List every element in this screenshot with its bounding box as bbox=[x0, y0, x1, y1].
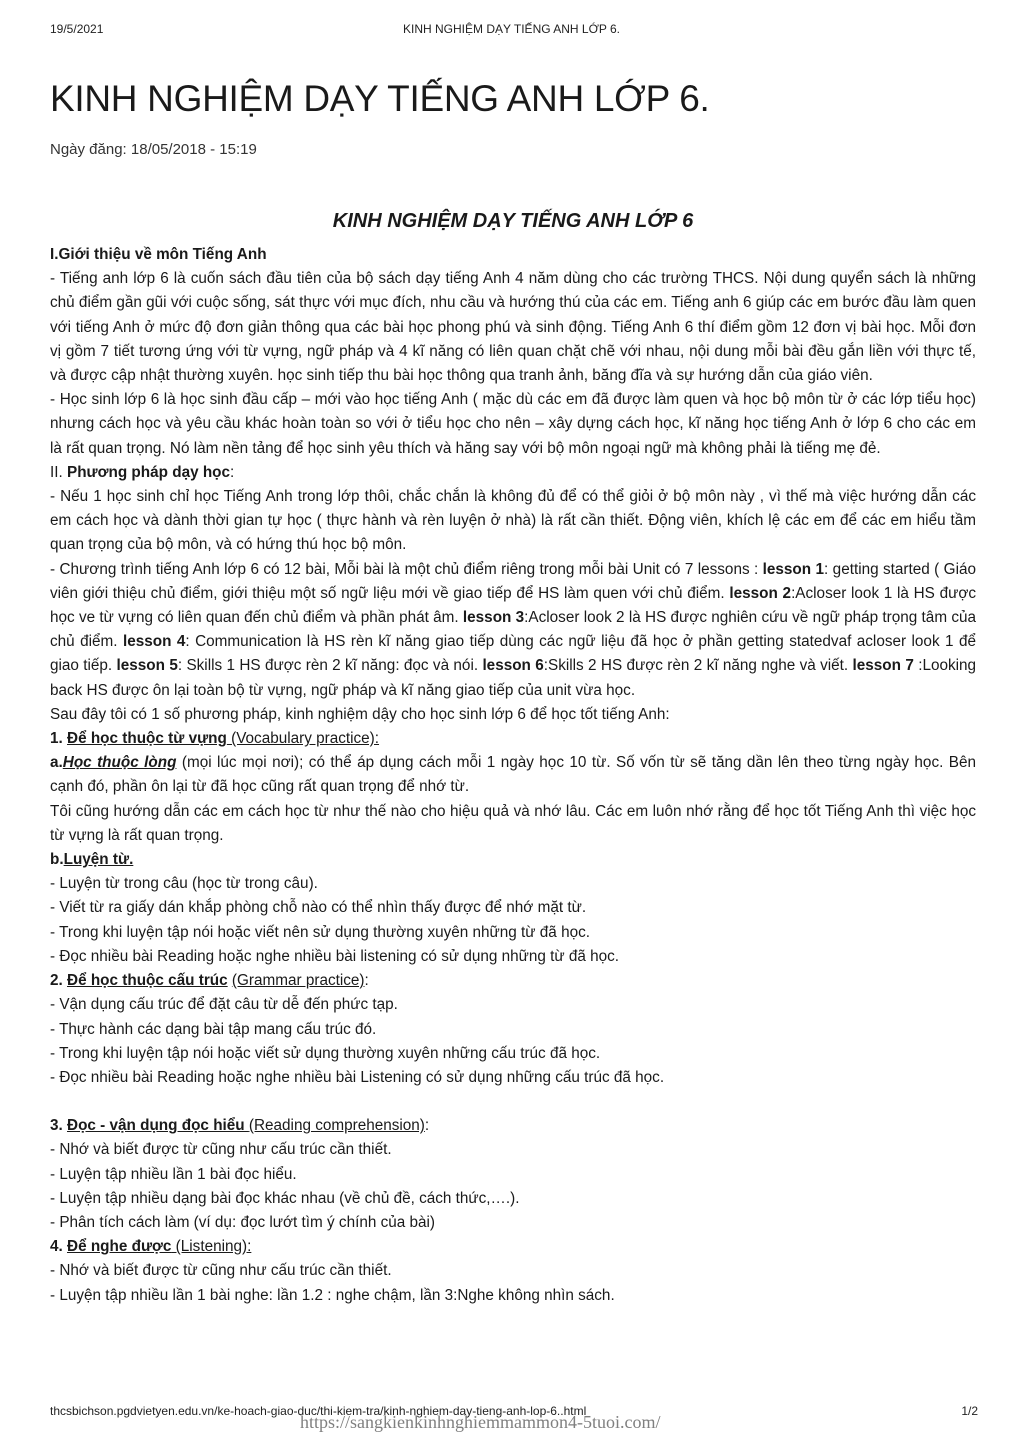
print-header bbox=[50, 22, 973, 38]
item1b-list-item: - Đọc nhiều bài Reading hoặc nghe nhiều bài listening có sử dụng những từ đã học. bbox=[50, 947, 620, 965]
item2-list-item: - Trong khi luyện tập nói hoặc viết sử dụng thường xuyên những cấu trúc đã học. bbox=[50, 1044, 601, 1062]
item3-list-item: - Luyện tập nhiều lần 1 bài đọc hiểu. bbox=[50, 1165, 297, 1183]
item2-list-item: - Đọc nhiều bài Reading hoặc nghe nhiều bài Listening có sử dụng những cấu trúc đã học. bbox=[50, 1068, 665, 1086]
item4-heading: 4. Để nghe được (Listening): bbox=[50, 1238, 252, 1256]
item2-heading: 2. Để học thuộc cấu trúc (Grammar practice): bbox=[50, 972, 369, 990]
print-date: 19/5/2021 bbox=[50, 22, 104, 36]
page-title: KINH NGHIỆM DẠY TIẾNG ANH LỚP 6. bbox=[50, 78, 710, 119]
spacer bbox=[50, 1090, 976, 1114]
print-title: KINH NGHIỆM DẠY TIẾNG ANH LỚP 6. bbox=[402, 22, 620, 36]
item1a-paragraph-2: Tôi cũng hướng dẫn các em cách học từ như thế nào cho hiệu quả và nhớ lâu. Các em luôn nhớ rằng để học tốt Tiếng Anh thì việc học từ vựng là rất quan trọng. bbox=[50, 802, 976, 844]
item2-list-item: - Vận dụng cấu trúc để đặt câu từ dễ đến phức tạp. bbox=[50, 996, 398, 1014]
article-body bbox=[50, 207, 976, 1308]
item1b-list-item: - Luyện từ trong câu (học từ trong câu). bbox=[50, 875, 318, 893]
item1-heading: 1. Để học thuộc từ vựng (Vocabulary practice): bbox=[50, 730, 380, 748]
item1a-paragraph: a.Học thuộc lòng (mọi lúc mọi nơi); có thể áp dụng cách mỗi 1 ngày học 10 từ. Số vốn từ sẽ tăng dần lên theo từng ngày học. Bên cạnh đó, phần ôn lại từ đã học cũng rất quan trọng để nhớ từ. bbox=[50, 754, 976, 796]
item1b-list-item: - Trong khi luyện tập nói hoặc viết nên sử dụng thường xuyên những từ đã học. bbox=[50, 923, 590, 941]
post-date: Ngày đăng: 18/05/2018 - 15:19 bbox=[50, 141, 257, 158]
section1-paragraph-1: - Tiếng anh lớp 6 là cuốn sách đầu tiên của bộ sách dạy tiếng Anh 4 năm dùng cho các trường THCS. Nội dung quyển sách là những chủ điểm gần gũi với cuộc sống, sát thực với mục đích, nhu cầu và hướng thú của các em. Tiếng anh 6 giúp các em bước đầu làm quen với tiếng Anh ở mức độ đơn giản thông qua các bài học phong phú và sinh động. Tiếng Anh 6 thí điểm gồm 12 đơn vị bài học. Mỗi đơn vị gồm 7 tiết tương ứng với từ vựng, ngữ pháp và 4 kĩ năng có liên quan chặt chẽ với nhau, nội dung mỗi bài đều gắn liền với thực tế, và được cập nhật thường xuyên. học sinh tiếp thu bài học thông qua tranh ảnh, băng đĩa và sự hướng dẫn của giáo viên. bbox=[50, 270, 976, 385]
page-number: 1/2 bbox=[961, 1404, 978, 1418]
section2-paragraph-3: Sau đây tôi có 1 số phương pháp, kinh nghiệm dậy cho học sinh lớp 6 để học tốt tiếng Anh: bbox=[50, 705, 670, 723]
item3-list-item: - Luyện tập nhiều dạng bài đọc khác nhau (về chủ đề, cách thức,….). bbox=[50, 1189, 520, 1207]
section1-heading: I.Giới thiệu về môn Tiếng Anh bbox=[50, 246, 267, 263]
item2-list-item: - Thực hành các dạng bài tập mang cấu trúc đó. bbox=[50, 1020, 377, 1038]
item4-list-item: - Nhớ và biết được từ cũng như cấu trúc cần thiết. bbox=[50, 1262, 392, 1280]
item4-list-item: - Luyện tập nhiều lần 1 bài nghe: lần 1.2 : nghe chậm, lần 3:Nghe không nhìn sách. bbox=[50, 1286, 615, 1304]
page-url: thcsbichson.pgdvietyen.edu.vn/ke-hoach-giao-duc/thi-kiem-tra/kinh-nghiem-day-tieng-anh-lop-6..html bbox=[50, 1404, 587, 1418]
section2-paragraph-2: - Chương trình tiếng Anh lớp 6 có 12 bài, Mỗi bài là một chủ điểm riêng trong mỗi bài Unit có 7 lessons : lesson 1: getting started ( Giáo viên giới thiệu chủ điểm, giới thiệu một số ngữ liệu mới về giao tiếp để HS làm quen với chủ điểm. lesson 2:Acloser look 1 là HS được học ve từ vựng có liên quan đến chủ điểm và phần phát âm. lesson 3:Acloser look 2 là HS được nghiên cứu về ngữ pháp trọng tâm của chủ điểm. lesson 4: Communication là HS rèn kĩ năng giao tiếp dùng các ngữ liệu đã học ở phần getting statedvaf acloser look 1 để giao tiếp. lesson 5: Skills 1 HS được rèn 2 kĩ năng: đọc và nói. lesson 6:Skills 2 HS được rèn 2 kĩ năng nghe và viết. lesson 7 :Looking back HS được ôn lại toàn bộ từ vựng, ngữ pháp và kĩ năng giao tiếp của unit vừa học. bbox=[50, 560, 977, 699]
article-title: KINH NGHIỆM DẠY TIẾNG ANH LỚP 6 bbox=[332, 210, 694, 232]
section1-paragraph-2: - Học sinh lớp 6 là học sinh đầu cấp – mới vào học tiếng Anh ( mặc dù các em đã được làm quen và học bộ môn từ ở các lớp tiểu học) nhưng cách học và yêu cầu khác hoàn toàn so với ở tiểu học cho nên – xây dựng cách học, kĩ năng học tiếng Anh ở lớp 6 cho các em là rất quan trọng. Nó làm nền tảng để học sinh yêu thích và hăng say với bộ môn ngoại ngữ mà không phải là tiếng mẹ đẻ. bbox=[50, 391, 976, 457]
item1b-heading: b.Luyện từ. bbox=[50, 851, 134, 869]
item1b-list-item: - Viết từ ra giấy dán khắp phòng chỗ nào có thể nhìn thấy được để nhớ mặt từ. bbox=[50, 899, 587, 917]
item3-list-item: - Phân tích cách làm (ví dụ: đọc lướt tìm ý chính của bài) bbox=[50, 1213, 436, 1231]
watermark-url: https://sangkienkinhnghiemmammon4-5tuoi.com/ bbox=[300, 1412, 661, 1432]
section2-heading: II. Phương pháp dạy học: bbox=[50, 463, 235, 481]
section2-paragraph-1: - Nếu 1 học sinh chỉ học Tiếng Anh trong lớp thôi, chắc chắn là không đủ để có thể giỏi ở bộ môn này , vì thế mà việc hướng dẫn các em cách học và dành thời gian tự học ( thực hành và rèn luyện ở nhà) là rất cần thiết. Động viên, khích lệ các em để các em hiểu tầm quan trọng của bộ môn, và có hứng thú học bộ môn. bbox=[50, 488, 976, 554]
item3-heading: 3. Đọc - vận dụng đọc hiểu (Reading comprehension): bbox=[50, 1117, 430, 1135]
item3-list-item: - Nhớ và biết được từ cũng như cấu trúc cần thiết. bbox=[50, 1141, 392, 1159]
